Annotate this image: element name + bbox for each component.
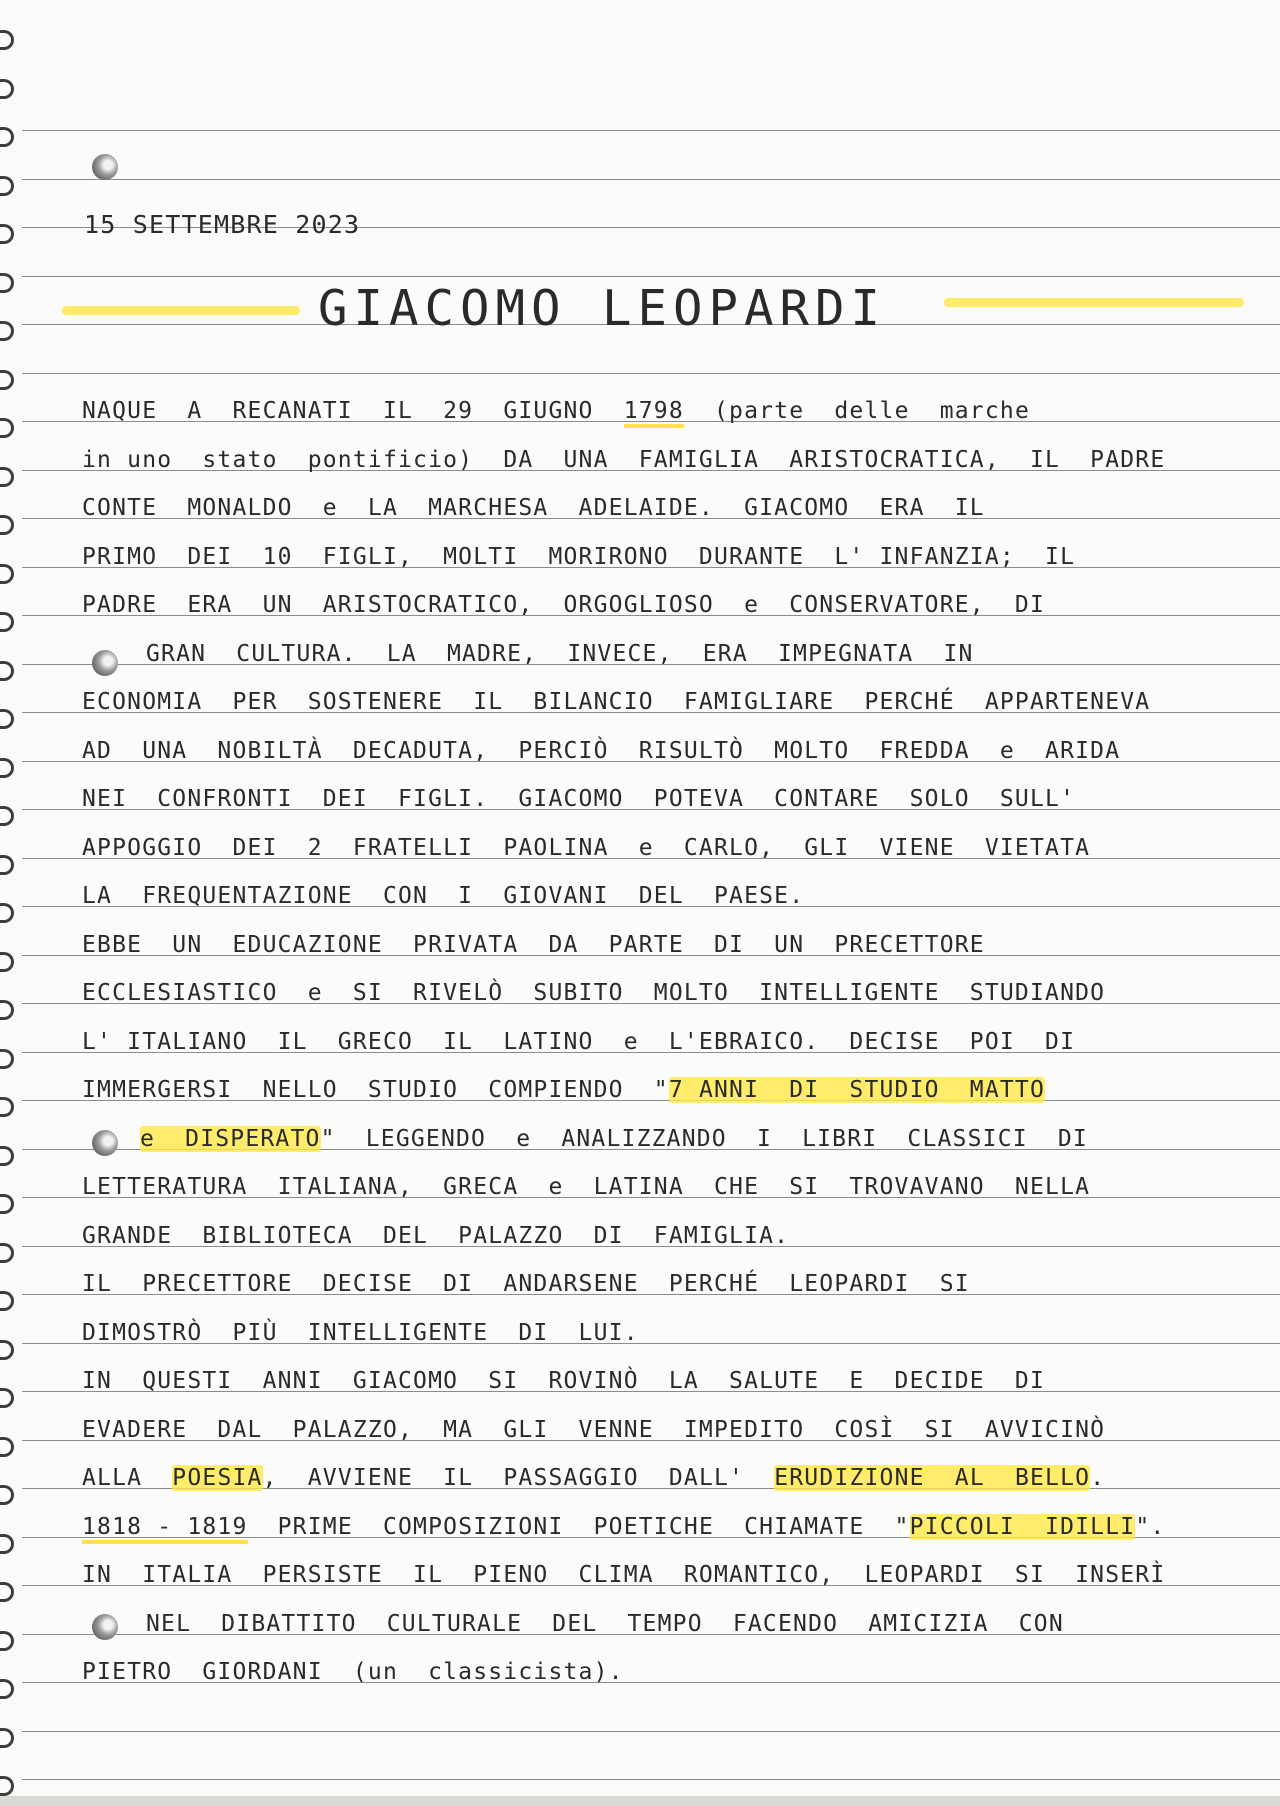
punch-hole-icon (92, 1130, 118, 1156)
note-text: PADRE ERA UN ARISTOCRATICO, ORGOGLIOSO e CONSERVATORE, DI (82, 592, 1046, 618)
spiral-ring-icon (0, 370, 14, 390)
note-line (140, 1125, 1088, 1152)
spiral-ring-icon (0, 30, 14, 50)
note-line (82, 1467, 1105, 1490)
punch-hole-icon (92, 650, 118, 676)
punch-hole-icon (92, 154, 118, 180)
spiral-ring-icon (0, 515, 14, 535)
note-text: LETTERATURA ITALIANA, GRECA e LATINA CHE SI TROVAVANO NELLA (82, 1174, 1091, 1200)
spiral-ring-icon (0, 952, 14, 972)
spiral-ring-icon (0, 1049, 14, 1069)
ruled-line (22, 276, 1280, 277)
spiral-ring-icon (0, 273, 14, 293)
note-text: " LEGGENDO e ANALIZZANDO I LIBRI CLASSICI DI (320, 1125, 1088, 1152)
note-line (82, 885, 804, 908)
underlined-text: 1798 (624, 398, 684, 428)
note-text: ECCLESIASTICO e SI RIVELÒ SUBITO MOLTO INTELLIGENTE STUDIANDO (82, 980, 1106, 1006)
note-line (82, 1513, 1166, 1540)
note-text: ECONOMIA PER SOSTENERE IL BILANCIO FAMIGLIARE PERCHÉ APPARTENEVA (82, 689, 1151, 715)
note-text: ". (1135, 1513, 1166, 1540)
note-text: . (1090, 1465, 1106, 1491)
note-text: in uno stato pontificio) DA UNA FAMIGLIA ARISTOCRATICA, IL PADRE (82, 446, 1166, 473)
note-line (82, 497, 985, 520)
highlighted-text: ERUDIZIONE AL BELLO (774, 1465, 1091, 1491)
note-line (82, 1079, 1045, 1102)
note-text: L' ITALIANO IL GRECO IL LATINO e L'EBRAICO. DECISE POI DI (82, 1028, 1076, 1055)
note-text: IMMERGERSI NELLO STUDIO COMPIENDO " (82, 1077, 669, 1103)
note-line (82, 594, 1045, 617)
spiral-ring-icon (0, 418, 14, 438)
note-text: PIETRO GIORDANI (un classicista). (82, 1659, 624, 1685)
spiral-ring-icon (0, 903, 14, 923)
spiral-ring-icon (0, 1146, 14, 1166)
note-text: DIMOSTRÒ PIÙ INTELLIGENTE DI LUI. (82, 1319, 639, 1346)
note-line (82, 400, 1030, 423)
note-text: AD UNA NOBILTÀ DECADUTA, PERCIÒ RISULTÒ MOLTO FREDDA e ARIDA (82, 737, 1121, 764)
note-text: LA FREQUENTAZIONE CON I GIOVANI DEL PAESE. (82, 883, 805, 909)
spiral-ring-icon (0, 709, 14, 729)
spiral-ring-icon (0, 806, 14, 826)
note-line (82, 1222, 790, 1249)
title-highlight-left (62, 306, 300, 315)
spiral-ring-icon (0, 127, 14, 147)
note-line (146, 1610, 1064, 1637)
note-line (82, 788, 1075, 811)
note-line (82, 931, 985, 958)
spiral-ring-icon (0, 758, 14, 778)
note-line (82, 834, 1091, 861)
note-line (82, 691, 1150, 714)
spiral-ring-icon (0, 564, 14, 584)
note-text: GRAN CULTURA. LA MADRE, INVECE, ERA IMPEGNATA IN (146, 640, 974, 667)
note-line (82, 1370, 1045, 1393)
spiral-ring-icon (0, 855, 14, 875)
note-line (82, 1028, 1076, 1055)
note-line (82, 1661, 624, 1684)
title-highlight-right (944, 298, 1244, 307)
spiral-ring-icon (0, 1340, 14, 1360)
spiral-ring-icon (0, 79, 14, 99)
spiral-ring-icon (0, 1582, 14, 1602)
note-line (82, 1273, 970, 1296)
spiral-ring-icon (0, 1776, 14, 1796)
note-line (82, 1176, 1090, 1199)
page-title: GIACOMO LEOPARDI (318, 280, 887, 337)
note-text: NEI CONFRONTI DEI FIGLI. GIACOMO POTEVA CONTARE SOLO SULL' (82, 786, 1076, 812)
note-text: IL PRECETTORE DECISE DI ANDARSENE PERCHÉ LEOPARDI SI (82, 1271, 970, 1297)
highlighted-text: 7 ANNI DI STUDIO MATTO (668, 1077, 1046, 1103)
note-text: EVADERE DAL PALAZZO, MA GLI VENNE IMPEDITO COSÌ SI AVVICINÒ (82, 1416, 1106, 1443)
note-text: (parte delle marche (683, 398, 1030, 424)
note-line (82, 543, 1076, 570)
note-date: 15 SETTEMBRE 2023 (84, 210, 361, 239)
highlighted-text: POESIA (172, 1465, 263, 1491)
note-line (82, 1564, 1165, 1587)
note-text: IN ITALIA PERSISTE IL PIENO CLIMA ROMANTICO, LEOPARDI SI INSERÌ (82, 1562, 1166, 1588)
note-text: PRIME COMPOSIZIONI POETICHE CHIAMATE " (247, 1513, 910, 1540)
note-text: NAQUE A RECANATI IL 29 GIUGNO (82, 398, 624, 424)
spiral-ring-icon (0, 1194, 14, 1214)
note-line (82, 737, 1121, 764)
spiral-ring-icon (0, 1243, 14, 1263)
punch-hole-icon (92, 1614, 118, 1640)
underlined-text: 1818 - 1819 (82, 1514, 248, 1544)
spiral-ring-icon (0, 1437, 14, 1457)
highlighted-text: PICCOLI IDILLI (909, 1513, 1136, 1540)
note-text: ALLA (82, 1465, 173, 1491)
spiral-ring-icon (0, 1679, 14, 1699)
spiral-ring-icon (0, 612, 14, 632)
spiral-ring-icon (0, 1097, 14, 1117)
note-line (82, 1416, 1106, 1443)
note-text: APPOGGIO DEI 2 FRATELLI PAOLINA e CARLO, GLI VIENE VIETATA (82, 834, 1091, 861)
note-text: , AVVIENE IL PASSAGGIO DALL' (262, 1465, 775, 1491)
spiral-ring-icon (0, 1485, 14, 1505)
note-text: CONTE MONALDO e LA MARCHESA ADELAIDE. GIACOMO ERA IL (82, 495, 985, 521)
note-line (82, 982, 1105, 1005)
spiral-ring-icon (0, 1388, 14, 1408)
spiral-ring-icon (0, 1291, 14, 1311)
ruled-line (22, 373, 1280, 374)
note-text: IN QUESTI ANNI GIACOMO SI ROVINÒ LA SALUTE E DECIDE DI (82, 1368, 1046, 1394)
spiral-ring-icon (0, 467, 14, 487)
spiral-ring-icon (0, 224, 14, 244)
note-text: PRIMO DEI 10 FIGLI, MOLTI MORIRONO DURANTE L' INFANZIA; IL (82, 543, 1076, 570)
note-line (82, 1319, 639, 1346)
note-text: NEL DIBATTITO CULTURALE DEL TEMPO FACENDO AMICIZIA CON (146, 1610, 1064, 1637)
spiral-ring-icon (0, 1534, 14, 1554)
spiral-ring-icon (0, 321, 14, 341)
spiral-ring-icon (0, 1728, 14, 1748)
note-line (82, 446, 1166, 473)
spiral-ring-icon (0, 176, 14, 196)
spiral-ring-icon (0, 661, 14, 681)
ruled-line (22, 1731, 1280, 1732)
ruled-line (22, 179, 1280, 180)
spiral-ring-icon (0, 1631, 14, 1651)
ruled-line (22, 1779, 1280, 1780)
spiral-ring-icon (0, 1000, 14, 1020)
highlighted-text: e DISPERATO (140, 1125, 321, 1152)
note-text: EBBE UN EDUCAZIONE PRIVATA DA PARTE DI UN PRECETTORE (82, 931, 985, 958)
ruled-line (22, 130, 1280, 131)
note-text: GRANDE BIBLIOTECA DEL PALAZZO DI FAMIGLIA. (82, 1222, 790, 1249)
note-line (146, 640, 974, 667)
